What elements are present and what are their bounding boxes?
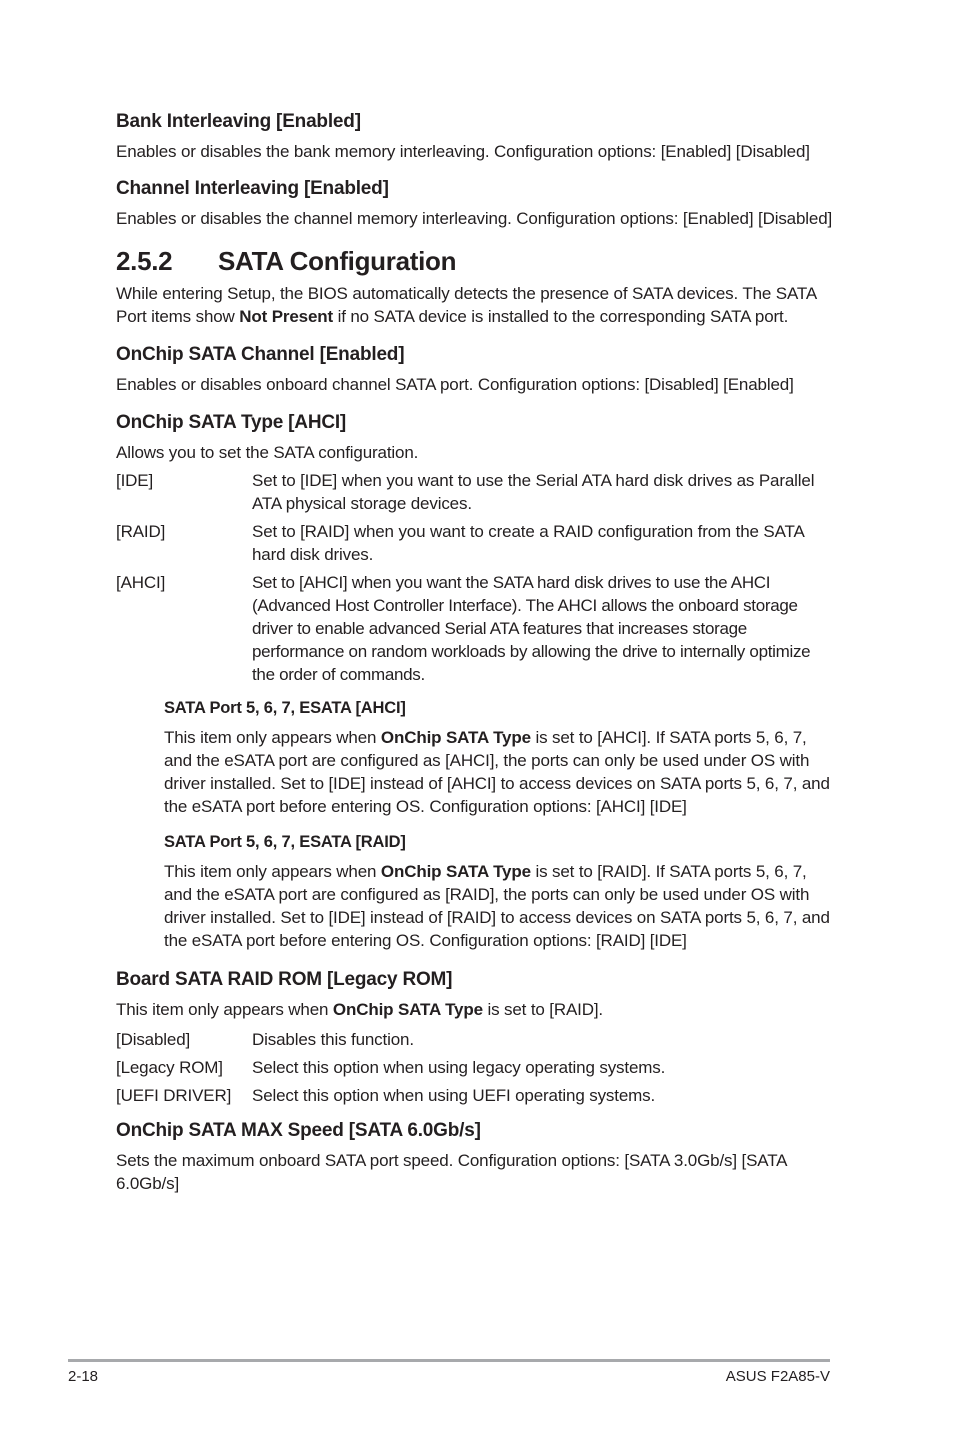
option-key: [IDE] bbox=[116, 471, 154, 490]
section-intro bbox=[116, 282, 836, 328]
sata-port-ahci-section bbox=[164, 697, 836, 818]
onchip-type-text: Allows you to set the SATA configuration. bbox=[116, 443, 419, 462]
section-number: 2.5.2 bbox=[116, 246, 173, 276]
channel-interleaving-text: Enables or disables the channel memory interleaving. Configuration options: [Enabled] [Disabled] bbox=[116, 209, 833, 228]
intro-text-2: if no SATA device is installed to the corresponding SATA port. bbox=[333, 307, 789, 326]
option-key: [RAID] bbox=[116, 522, 166, 541]
raid-rom-text bbox=[116, 998, 836, 1021]
sata-port-raid-title: SATA Port 5, 6, 7, ESATA [RAID] bbox=[164, 833, 406, 851]
bank-interleaving-title: Bank Interleaving [Enabled] bbox=[116, 111, 361, 132]
text-post: is set to [AHCI]. If SATA ports 5, 6, 7, and the eSATA port are configured as [AHCI], the ports can only be used under OS with driver installed. Set to [IDE] instead of [AHCI] to access devices on SATA ports 5, 6, 7, and the eSATA port before entering OS. Configuration options: [AHCI] [IDE] bbox=[164, 728, 830, 816]
sata-port-ahci-title: SATA Port 5, 6, 7, ESATA [AHCI] bbox=[164, 699, 406, 717]
channel-interleaving-title: Channel Interleaving [Enabled] bbox=[116, 178, 389, 199]
onchip-type-title: OnChip SATA Type [AHCI] bbox=[116, 412, 347, 433]
text-bold: OnChip SATA Type bbox=[380, 728, 531, 747]
text-post: is set to [RAID]. bbox=[482, 1000, 604, 1019]
bank-interleaving-section bbox=[116, 110, 836, 163]
section-title: SATA Configuration bbox=[218, 246, 457, 276]
option-row bbox=[116, 1084, 836, 1107]
text-post: is set to [RAID]. If SATA ports 5, 6, 7, and the eSATA port are configured as [RAID], the ports can only be used under OS with driver installed. Set to [IDE] instead of [RAID] to access devices on SATA ports 5, 6, 7, and the eSATA port before entering OS. Configuration options: [RAID] [IDE] bbox=[164, 862, 830, 950]
sata-port-raid-section bbox=[164, 831, 836, 952]
intro-text-1: While entering Setup, the BIOS automatically detects the presence of SATA devices. The SATA Port items show bbox=[116, 284, 817, 326]
option-desc: Set to [AHCI] when you want the SATA hard disk drives to use the AHCI (Advanced Host Controller Interface). The AHCI allows the onboard storage driver to enable advanced Serial ATA features that increases storage performance on random workloads by allowing the drive to internally optimize the order of commands. bbox=[252, 573, 811, 684]
bank-interleaving-text: Enables or disables the bank memory interleaving. Configuration options: [Enabled] [Disabled] bbox=[116, 142, 810, 161]
raid-rom-title: Board SATA RAID ROM [Legacy ROM] bbox=[116, 969, 453, 990]
option-key: [AHCI] bbox=[116, 573, 166, 592]
max-speed-title: OnChip SATA MAX Speed [SATA 6.0Gb/s] bbox=[116, 1120, 481, 1141]
footer-divider bbox=[68, 1359, 830, 1362]
product-name: ASUS F2A85-V bbox=[725, 1368, 830, 1385]
option-row bbox=[116, 469, 836, 515]
option-desc: Set to [RAID] when you want to create a RAID configuration from the SATA hard disk drives. bbox=[252, 522, 804, 564]
option-desc: Select this option when using legacy operating systems. bbox=[252, 1058, 666, 1077]
option-desc: Disables this function. bbox=[252, 1030, 414, 1049]
option-key: [Legacy ROM] bbox=[116, 1058, 223, 1077]
option-row bbox=[116, 1028, 836, 1051]
section-heading bbox=[116, 246, 836, 276]
intro-bold: Not Present bbox=[239, 307, 334, 326]
sata-port-ahci-text bbox=[164, 726, 836, 818]
channel-interleaving-section bbox=[116, 177, 836, 230]
text-pre: This item only appears when bbox=[164, 728, 381, 747]
onchip-type-options bbox=[116, 469, 836, 686]
option-desc: Select this option when using UEFI operating systems. bbox=[252, 1086, 656, 1105]
page-number: 2-18 bbox=[68, 1368, 99, 1385]
text-pre: This item only appears when bbox=[164, 862, 381, 881]
text-bold: OnChip SATA Type bbox=[380, 862, 531, 881]
option-desc: Set to [IDE] when you want to use the Serial ATA hard disk drives as Parallel ATA physical storage devices. bbox=[252, 471, 815, 513]
raid-rom-options bbox=[116, 1028, 836, 1107]
max-speed-text: Sets the maximum onboard SATA port speed. Configuration options: [SATA 3.0Gb/s] [SATA 6.0Gb/s] bbox=[116, 1151, 787, 1193]
onchip-channel-text: Enables or disables onboard channel SATA port. Configuration options: [Disabled] [Enabled] bbox=[116, 375, 794, 394]
onchip-channel-title: OnChip SATA Channel [Enabled] bbox=[116, 344, 405, 365]
sata-port-raid-text bbox=[164, 860, 836, 952]
option-row bbox=[116, 520, 836, 566]
text-pre: This item only appears when bbox=[116, 1000, 333, 1019]
option-key: [UEFI DRIVER] bbox=[116, 1086, 232, 1105]
text-bold: OnChip SATA Type bbox=[332, 1000, 483, 1019]
option-row bbox=[116, 571, 836, 686]
option-row bbox=[116, 1056, 836, 1079]
document-body bbox=[116, 110, 836, 1206]
option-key: [Disabled] bbox=[116, 1030, 191, 1049]
